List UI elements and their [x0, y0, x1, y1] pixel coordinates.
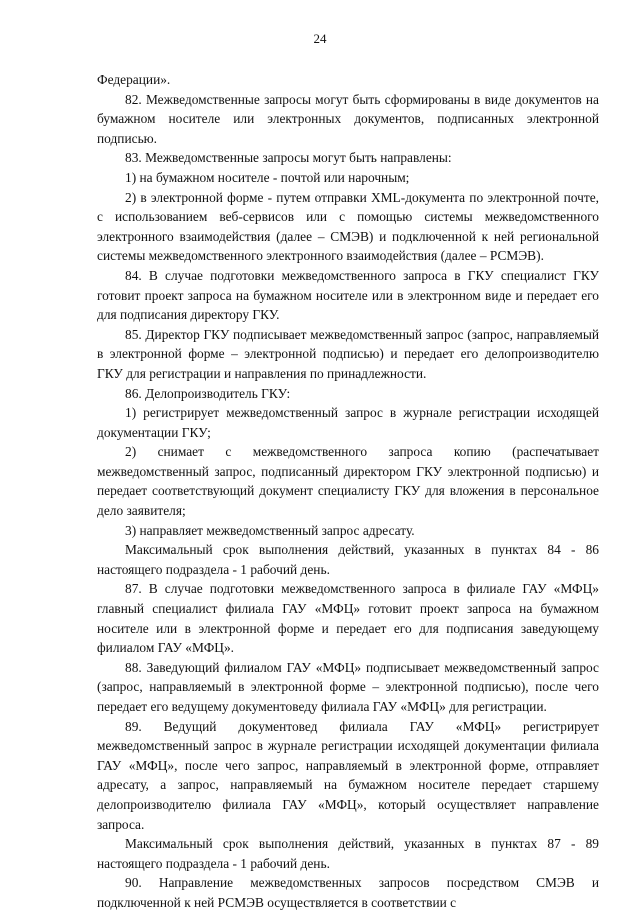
paragraph-90: 90. Направление межведомственных запросов посредством СМЭВ и подключенной к ней РСМЭВ осуществляется в соответствии с: [97, 875, 599, 910]
paragraph-82: 82. Межведомственные запросы могут быть сформированы в виде документов на бумажном носителе или электронных документов, подписанных электронной подписью.: [97, 91, 599, 146]
paragraph-86-item-3: 3) направляет межведомственный запрос адресату.: [125, 522, 415, 538]
document-body: [97, 70, 599, 913]
paragraph-86-item-1: 1) регистрирует межведомственный запрос в журнале регистрации исходящей документации ГКУ;: [97, 405, 599, 440]
paragraph-83-item-2: 2) в электронной форме - путем отправки XML-документа по электронной почте, с использованием веб-сервисов или с помощью системы межведомственного электронного взаимодействия (далее – СМЭВ) и подключенной к ней региональной системы межведомственного электронного взаимодействия (далее – РСМЭВ).: [97, 189, 599, 264]
paragraph-87: 87. В случае подготовки межведомственного запроса в филиале ГАУ «МФЦ» главный специалист филиала ГАУ «МФЦ» готовит проект запроса на бумажном носителе или в электронной форме и передает его для подписания заведующему филиалом ГАУ «МФЦ».: [97, 581, 599, 656]
paragraph-deadline-87-89: Максимальный срок выполнения действий, указанных в пунктах 87 - 89 настоящего подраздела - 1 рабочий день.: [97, 836, 599, 871]
paragraph-85: 85. Директор ГКУ подписывает межведомственный запрос (запрос, направляемый в электронной форме – электронной подписью) и передает его делопроизводителю ГКУ для регистрации и направления по принадлежности.: [97, 326, 599, 381]
paragraph-84: 84. В случае подготовки межведомственного запроса в ГКУ специалист ГКУ готовит проект запроса на бумажном носителе или в электронном виде и передает его для подписания директору ГКУ.: [97, 267, 599, 323]
paragraph-89: 89. Ведущий документовед филиала ГАУ «МФЦ» регистрирует межведомственный запрос в журнале регистрации исходящей документации филиала ГАУ «МФЦ», после чего запрос, направляемый в электронной форме, отправляет адресату, а запрос, направляемый на бумажном носителе передает старшему делопроизводителю филиала ГАУ «МФЦ», который осуществляет направление запроса.: [97, 718, 599, 832]
paragraph-deadline-84-86: Максимальный срок выполнения действий, указанных в пунктах 84 - 86 настоящего подраздела - 1 рабочий день.: [97, 542, 599, 577]
paragraph-83: 83. Межведомственные запросы могут быть направлены:: [125, 150, 452, 166]
paragraph-continuation: Федерации».: [97, 72, 171, 87]
paragraph-86: 86. Делопроизводитель ГКУ:: [125, 385, 291, 401]
paragraph-83-item-1: 1) на бумажном носителе - почтой или нарочным;: [125, 169, 410, 185]
page-number: 24: [313, 31, 327, 46]
paragraph-86-item-2: 2) снимает с межведомственного запроса копию (распечатывает межведомственный запрос, подписанный директором ГКУ электронной подписью) и передает соответствующий документ специалисту ГКУ для вложения в персональное дело заявителя;: [97, 444, 599, 519]
paragraph-88: 88. Заведующий филиалом ГАУ «МФЦ» подписывает межведомственный запрос (запрос, направляемый в электронной форме – электронной подписью), после чего передает его ведущему документоведу филиала ГАУ «МФЦ» для регистрации.: [97, 659, 599, 714]
